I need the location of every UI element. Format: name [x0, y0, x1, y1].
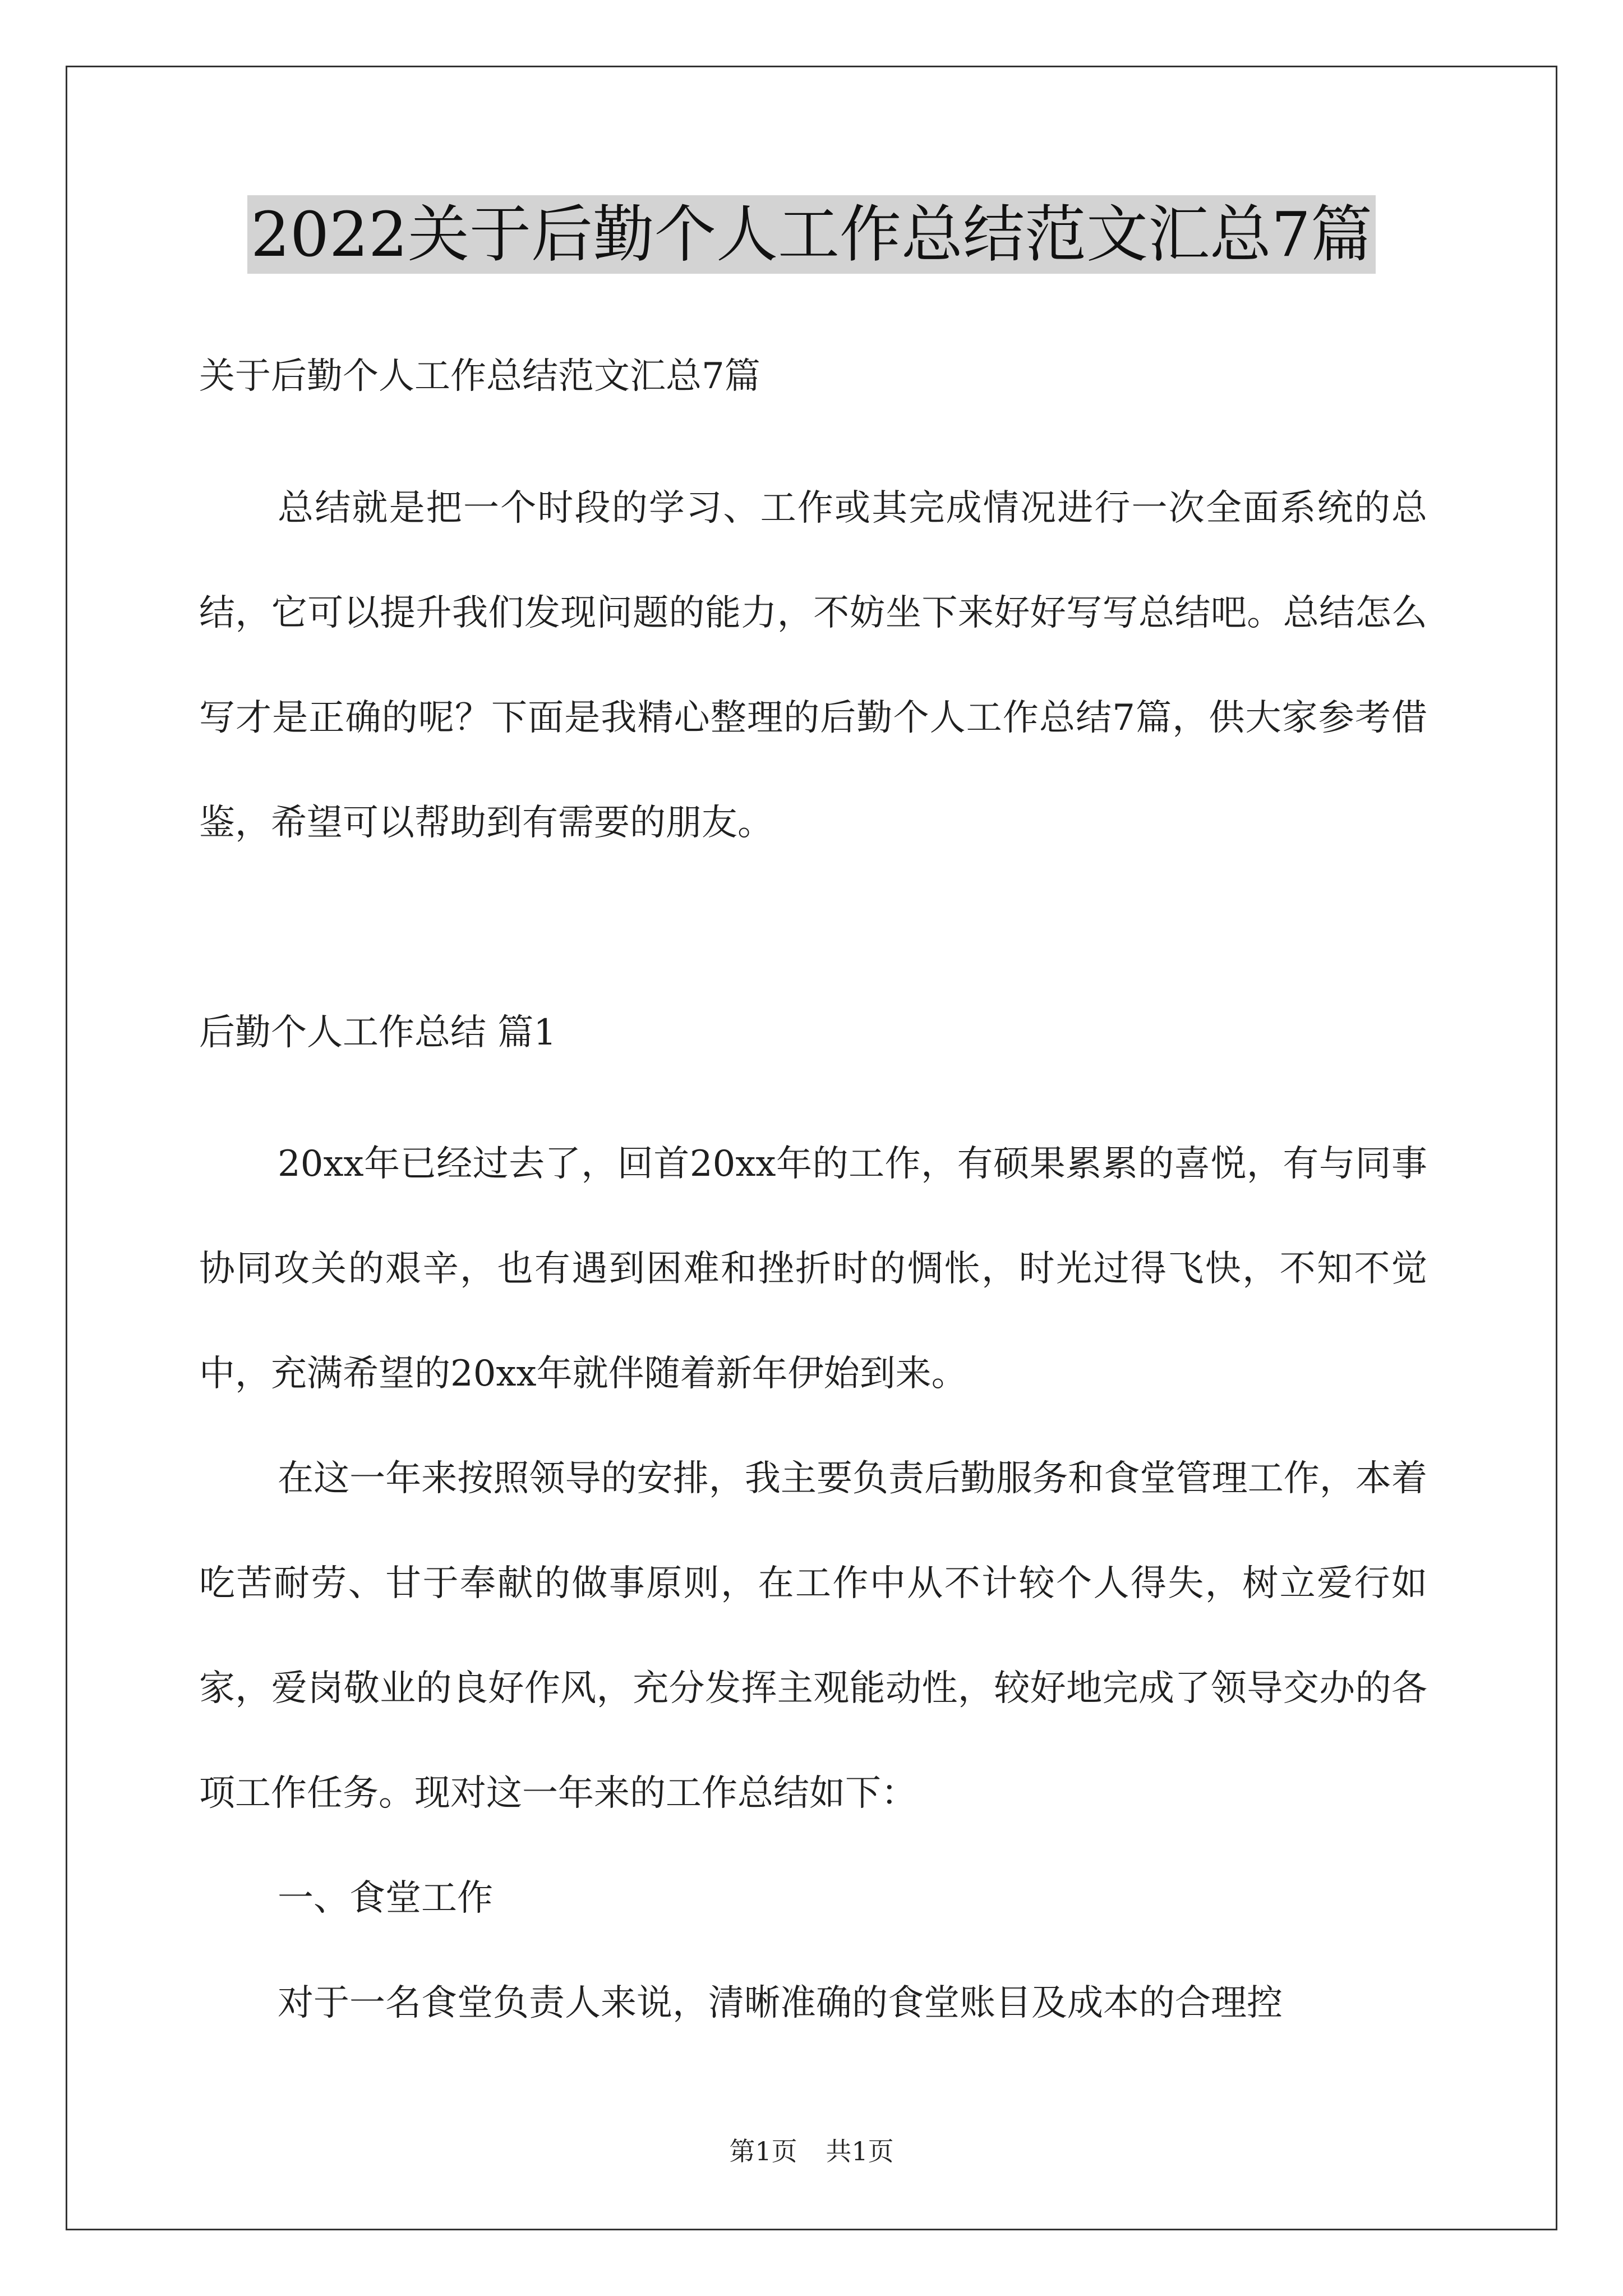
- subsection-heading: 一、食堂工作: [278, 1878, 493, 1919]
- section-heading: 后勤个人工作总结 篇1: [199, 1012, 557, 1053]
- body-paragraph-3: 对于一名食堂负责人来说，清晰准确的食堂账目及成本的合理控: [278, 1982, 1283, 2024]
- body-paragraph-2: 在这一年来按照领导的安排，我主要负责后勤服务和食堂管理工作，本着吃苦耐劳、甘于奉献的做事原则，在工作中从不计较个人得失，树立爱行如家，爱岗敬业的良好作风，充分发挥主观能动性，较好地完成了领导交办的各项工作任务。现对这一年来的工作总结如下：: [199, 1458, 1427, 1814]
- body-paragraph-1: 20xx年已经过去了，回首20xx年的工作，有硕果累累的喜悦，有与同事协同攻关的艰辛，也有遇到困难和挫折时的惆怅，时光过得飞快，不知不觉中，充满希望的20xx年就伴随着新年伊始到来。: [199, 1143, 1427, 1395]
- section-body: [199, 1112, 1427, 2056]
- document-title: 2022关于后勤个人工作总结范文汇总7篇: [247, 195, 1376, 274]
- page-total: 共1页: [826, 2136, 894, 2166]
- document-subtitle: 关于后勤个人工作总结范文汇总7篇: [199, 356, 760, 397]
- title-container: [0, 195, 1623, 274]
- page-footer: [0, 2134, 1623, 2168]
- intro-paragraph: 总结就是把一个时段的学习、工作或其完成情况进行一次全面系统的总结，它可以提升我们发现问题的能力，不妨坐下来好好写写总结吧。总结怎么写才是正确的呢？下面是我精心整理的后勤个人工作总结7篇，供大家参考借鉴，希望可以帮助到有需要的朋友。: [199, 487, 1427, 844]
- page-number: 第1页: [729, 2136, 797, 2166]
